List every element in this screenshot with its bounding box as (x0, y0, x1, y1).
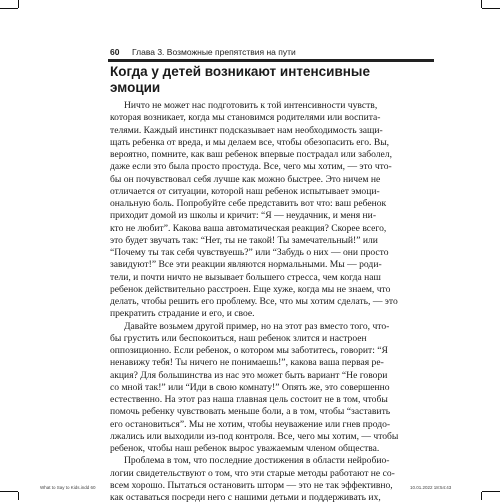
paragraph-line: ребенок, чтобы наш ребенок вырос уважаемым членом общества. (110, 443, 380, 454)
paragraph-line: помочь ребенку чувствовать меньше боли, а в том, чтобы “заставить (110, 406, 391, 418)
paragraph-line: лжались или выходили из-под контроля. Все, чего мы хотим, — чтобы (110, 430, 399, 442)
crop-mark (0, 8, 18, 9)
paragraph-line: ненавижу тебя! Ты ничего не понимаешь!”, какова ваша первая ре- (110, 357, 384, 369)
paragraph-line: ребенок действительно расстроен. Еще хуже, когда мы не знаем, что (110, 283, 391, 295)
paragraph-line: “Почему ты так себя чувствуешь?” или “Забудь о них — они просто (110, 247, 389, 258)
paragraph-line: прекратить страдание и его, и свое. (110, 308, 255, 320)
paragraph-line: делать, чтобы решить его проблему. Все, что мы хотим сделать, — это (110, 296, 398, 307)
heading-line: Когда у детей возникают интенсивные (110, 64, 370, 79)
paragraph-line: бы он почувствовал себя лучше как можно быстрее. Это ничем не (110, 173, 381, 185)
running-header (110, 46, 430, 60)
print-slug-filename: What to Say to Kids.indd 60 (40, 485, 96, 490)
heading-line: эмоции (110, 80, 161, 95)
paragraph-line: как оставаться посреди него с нашими детьми и поддерживать их, (110, 492, 381, 503)
paragraph-line: ональную боль. Попробуйте себе представить вот что: ваш ребенок (110, 198, 387, 209)
paragraph-line: вероятно, помните, как ваш ребенок впервые пострадал или заболел, (110, 149, 392, 160)
paragraph-line: даже если это была просто простуда. Все, чего мы хотим, — это что- (110, 161, 392, 173)
paragraph-line: кто не любит”. Какова ваша автоматическая реакция? Скорее всего, (110, 222, 387, 234)
paragraph-line: акция? Для большинства из нас это может быть вариант “Не говори (110, 369, 388, 381)
crop-mark (0, 491, 18, 492)
crop-mark (18, 0, 19, 8)
paragraph-line: его остановиться”. Мы не хотим, чтобы неуважение или гнев продо- (110, 418, 391, 430)
crop-mark (18, 492, 19, 500)
paragraph-line: логии свидетельствуют о том, что эти старые методы работают не со- (110, 467, 395, 479)
paragraph-line: оппозиционно. Если ребенок, о котором мы заботитесь, говорит: “Я (110, 345, 388, 356)
paragraph-line: Ничто не может нас подготовить к той интенсивности чувств, (124, 100, 378, 111)
crop-mark (482, 8, 500, 9)
paragraph-line: всем хорошо. Пытаться остановить шторм — это не так эффективно, (110, 479, 393, 491)
paragraph-line: которая возникает, когда мы становимся родителями или воспита- (110, 112, 381, 124)
paragraph-line: щать ребенка от вреда, и мы делаем все, чтобы обезопасить его. Вы, (110, 136, 390, 148)
paragraph-line: естественно. На этот раз наша главная цель состоит не в том, чтобы (110, 394, 388, 405)
section-heading (110, 64, 430, 96)
paragraph-line: Давайте возьмем другой пример, но на этот раз вместо того, что- (124, 320, 390, 332)
paragraph-line: бы грустить или беспокоиться, наш ребенок злится и настроен (110, 332, 367, 344)
header-rule (108, 59, 434, 62)
paragraph-line: со мной так!” или “Иди в свою комнату!” Опять же, это совершенно (110, 381, 390, 393)
paragraph-line: тели, и почти ничто не вызывает большего стресса, чем когда наш (110, 271, 381, 283)
paragraph-line: телями. Каждый инстинкт подсказывает нам необходимость защи- (110, 124, 383, 136)
paragraph-line: приходит домой из школы и кричит: “Я — неудачник, и меня ни- (110, 210, 377, 222)
crop-mark (481, 0, 482, 8)
body-text (110, 100, 435, 504)
paragraph-line: Проблема в том, что последние достижения в области нейробио- (124, 455, 390, 467)
print-slug-timestamp: 10.01.2022 18:54:43 (410, 485, 452, 490)
crop-mark (482, 491, 500, 492)
crop-mark (481, 492, 482, 500)
paragraph-line: завидуют!” Все эти реакции являются нормальными. Мы — роди- (110, 259, 382, 271)
chapter-title: Глава 3. Возможные препятствия на пути (132, 47, 296, 57)
paragraph-line: отличается от ситуации, которой наш ребенок испытывает эмоци- (110, 185, 380, 197)
paragraph-line: это будет звучать так: “Нет, ты не такой! Ты замечательный!” или (110, 234, 378, 246)
page-number: 60 (110, 47, 120, 57)
